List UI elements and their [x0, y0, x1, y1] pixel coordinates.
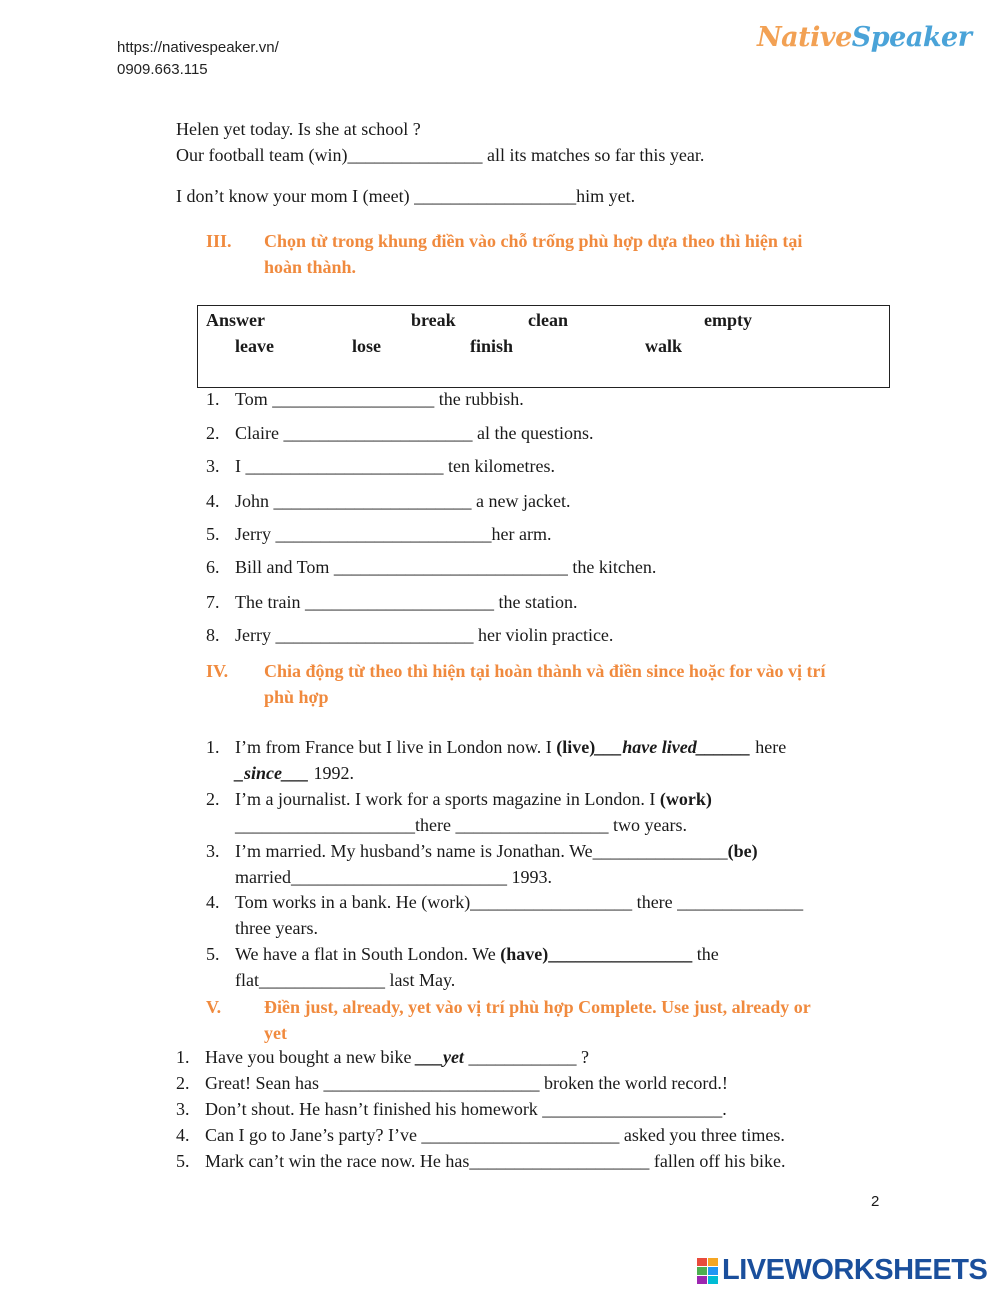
- example-answer: ___have lived______: [595, 737, 751, 757]
- item-number: 1.: [206, 389, 220, 409]
- item-text: Bill and Tom __________________________ the kitchen.: [235, 557, 657, 577]
- item-text: Tom works in a bank. He (work)__________________ there ______________: [235, 892, 804, 912]
- intro-line: Our football team (win)_______________ all its matches so far this year.: [176, 145, 705, 165]
- logo-speaker: Speaker: [851, 22, 972, 53]
- item-text: Have you bought a new bike: [205, 1047, 416, 1067]
- word-option: clean: [528, 310, 568, 330]
- exercise-item: [206, 738, 786, 756]
- item-number: 2.: [176, 1073, 190, 1093]
- item-number: 3.: [176, 1099, 190, 1119]
- item-number: 2.: [206, 423, 220, 443]
- liveworksheets-blocks-icon: [697, 1258, 719, 1284]
- section-v-title: Điền just, already, yet vào vị trí phù hợp Complete. Use just, already or: [264, 997, 811, 1017]
- item-text: Jerry ________________________her arm.: [235, 524, 552, 544]
- item-number: 4.: [206, 491, 220, 511]
- item-number: 4.: [206, 892, 220, 912]
- item-number: 7.: [206, 592, 220, 612]
- section-v-title-cont: yet: [264, 1023, 287, 1043]
- intro-line: Helen yet today. Is she at school ?: [176, 119, 421, 139]
- exercise-item: [206, 457, 555, 475]
- item-text: John ______________________ a new jacket.: [235, 491, 571, 511]
- word-box-label: Answer: [206, 310, 265, 330]
- item-text: We have a flat in South London. We: [235, 944, 501, 964]
- item-number: 6.: [206, 557, 220, 577]
- item-text: Jerry ______________________ her violin practice.: [235, 625, 614, 645]
- section-v-numeral: V.: [206, 997, 222, 1017]
- item-text: Don’t shout. He hasn’t finished his homework ____________________.: [205, 1099, 727, 1119]
- word-option: empty: [704, 310, 752, 330]
- exercise-item: [206, 842, 758, 860]
- item-text: I’m married. My husband’s name is Jonathan. We_______________: [235, 841, 728, 861]
- exercise-item-cont: [235, 764, 354, 782]
- item-text: the: [692, 944, 719, 964]
- exercise-item: [206, 626, 613, 644]
- item-number: 3.: [206, 841, 220, 861]
- item-text: ____________ ?: [463, 1047, 589, 1067]
- exercise-item: [176, 1048, 589, 1066]
- item-text: 1992.: [309, 763, 354, 783]
- liveworksheets-logo[interactable]: LIVEWORKSHEETS: [722, 1254, 988, 1286]
- page-number: 2: [871, 1193, 880, 1210]
- word-option: lose: [352, 336, 381, 356]
- exercise-item: [176, 1100, 727, 1118]
- intro-line: I don’t know your mom I (meet) __________________him yet.: [176, 186, 636, 206]
- example-answer: ___yet: [415, 1047, 464, 1067]
- item-number: 2.: [206, 789, 220, 809]
- item-text: here: [750, 737, 787, 757]
- item-number: 8.: [206, 625, 220, 645]
- exercise-item: [206, 945, 719, 963]
- section-iv-title-cont: phù hợp: [264, 687, 329, 707]
- exercise-item: [176, 1074, 728, 1092]
- verb-hint: (work): [659, 789, 712, 809]
- exercise-item: [206, 424, 593, 442]
- exercise-item-cont: flat______________ last May.: [235, 970, 456, 990]
- item-text: Great! Sean has ________________________ broken the world record.!: [205, 1073, 728, 1093]
- word-option: finish: [470, 336, 514, 356]
- verb-hint: (live): [556, 737, 596, 757]
- exercise-item-cont: married________________________ 1993.: [235, 867, 552, 887]
- example-answer: _since___: [235, 763, 309, 783]
- item-text: I’m a journalist. I work for a sports magazine in London. I: [235, 789, 660, 809]
- section-iv-title: Chia động từ theo thì hiện tại hoàn thành và điền since hoặc for vào vị trí: [264, 661, 826, 681]
- item-text: I’m from France but I live in London now. I: [235, 737, 557, 757]
- exercise-item: [206, 525, 551, 543]
- item-text: Tom __________________ the rubbish.: [235, 389, 524, 409]
- exercise-item: [206, 558, 656, 576]
- item-text: Can I go to Jane’s party? I’ve ______________________ asked you three times.: [205, 1125, 785, 1145]
- item-number: 1.: [206, 737, 220, 757]
- exercise-item: [206, 390, 524, 408]
- item-number: 5.: [206, 524, 220, 544]
- website-url[interactable]: https://nativespeaker.vn/: [117, 39, 279, 56]
- item-text: The train _____________________ the station.: [235, 592, 578, 612]
- item-text: Mark can’t win the race now. He has____________________ fallen off his bike.: [205, 1151, 786, 1171]
- item-number: 1.: [176, 1047, 190, 1067]
- item-number: 5.: [176, 1151, 190, 1171]
- verb-hint: (be): [727, 841, 758, 861]
- word-option: walk: [645, 336, 683, 356]
- exercise-item: [206, 790, 712, 808]
- logo-native: Native: [757, 22, 852, 53]
- exercise-item: [206, 593, 577, 611]
- section-iv-numeral: IV.: [206, 661, 229, 681]
- item-text: Claire _____________________ al the questions.: [235, 423, 594, 443]
- section-iii-title-cont: hoàn thành.: [264, 257, 357, 277]
- item-number: 3.: [206, 456, 220, 476]
- exercise-item-cont: three years.: [235, 918, 318, 938]
- section-iii-numeral: III.: [206, 231, 232, 251]
- verb-hint: (have)________________: [500, 944, 693, 964]
- exercise-item: [206, 492, 570, 510]
- exercise-item-cont: ____________________there _________________ two years.: [235, 815, 687, 835]
- section-iii-title: Chọn từ trong khung điền vào chỗ trống phù hợp dựa theo thì hiện tại: [264, 231, 803, 251]
- exercise-item: [176, 1152, 786, 1170]
- native-speaker-logo: [757, 22, 971, 53]
- item-number: 4.: [176, 1125, 190, 1145]
- word-option: leave: [235, 336, 274, 356]
- phone-number: 0909.663.115: [117, 61, 208, 78]
- word-option: break: [411, 310, 456, 330]
- item-number: 5.: [206, 944, 220, 964]
- exercise-item: [176, 1126, 785, 1144]
- item-text: I ______________________ ten kilometres.: [235, 456, 555, 476]
- exercise-item: [206, 893, 803, 911]
